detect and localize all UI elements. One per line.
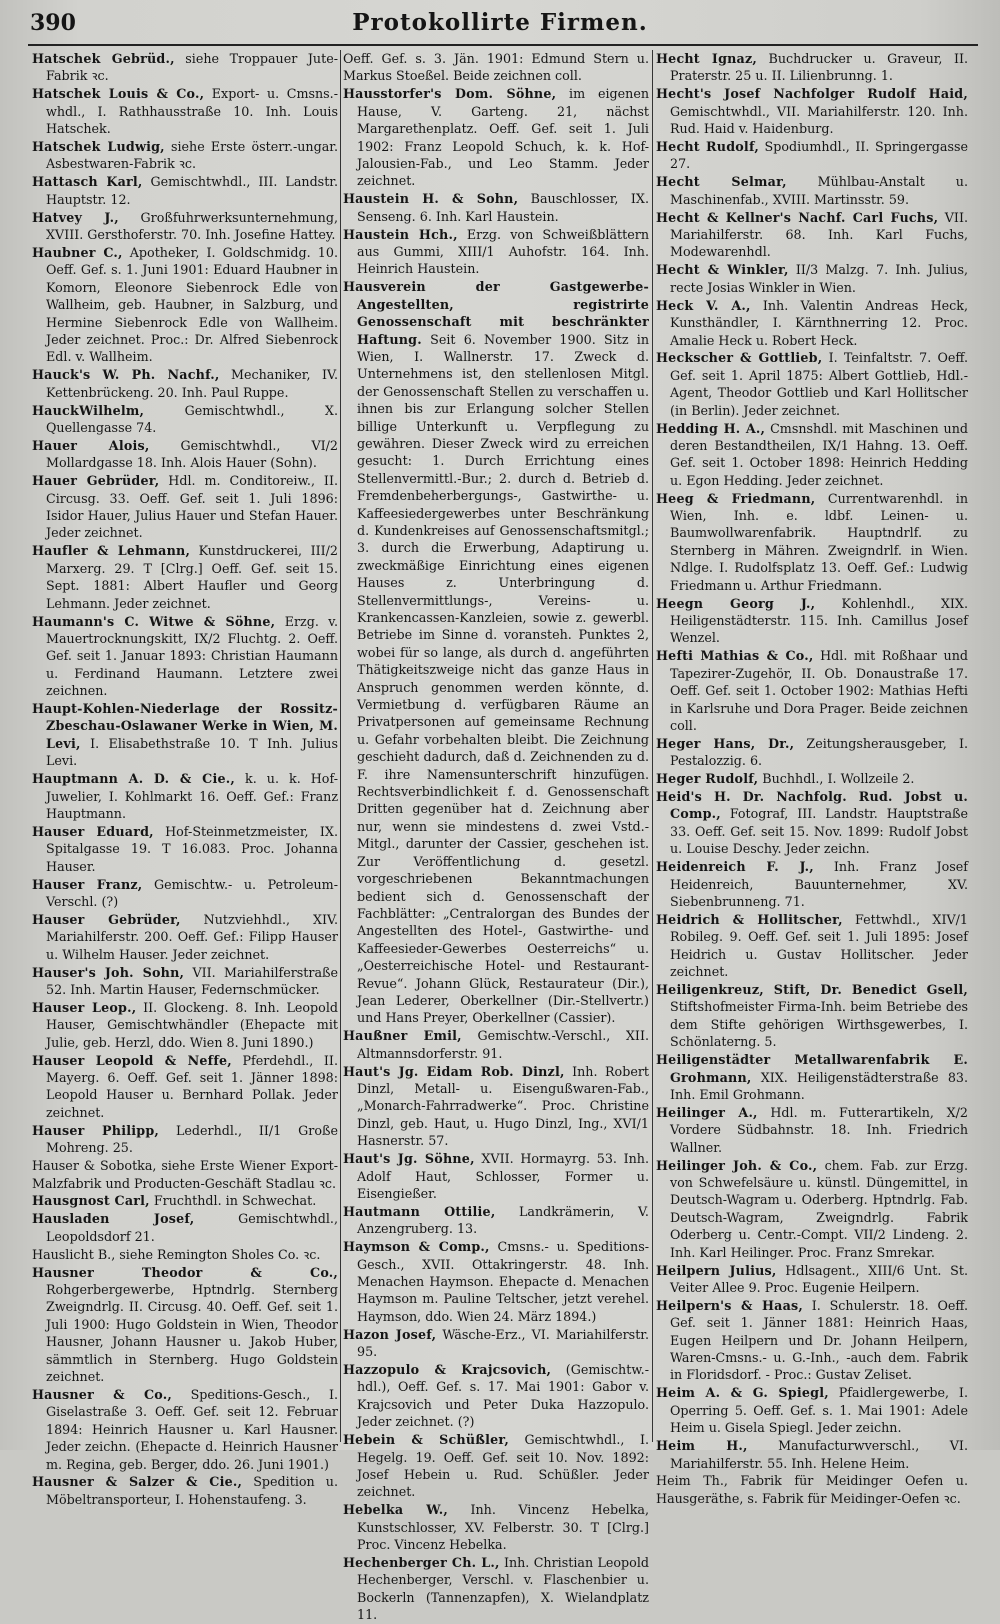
company-name: Heckscher & Gottlieb, bbox=[656, 350, 823, 366]
company-details: Speditions-Gesch., I. Giselastraße 3. Oeff. Gef. seit 12. Februar 1894: Heinrich Hausner u. Karl Hausner. Jeder zeichn. (Ehepacte d. Heinrich Hausner m. Regina, geb. Berger, ddo. 26. Juni 1901.) bbox=[46, 1386, 338, 1472]
company-name: Hauser Franz, bbox=[32, 876, 143, 892]
company-name: Haupt-Kohlen-Niederlage der Rossitz-Zbeschau-Oslawaner Werke in Wien, M. Levi, bbox=[32, 701, 338, 751]
company-name: Hauser Eduard, bbox=[32, 823, 154, 839]
company-details: Gemischtwhdl., III. Landstr. Hauptstr. 12. bbox=[46, 174, 338, 207]
company-name: Heim A. & G. Spiegl, bbox=[656, 1385, 829, 1401]
company-details: Hdl. m. Conditoreiw., II. Circusg. 33. Oeff. Gef. seit 1. Juli 1896: Isidor Hauer, Julius Hauer und Stefan Hauer. Jeder zeichnet. bbox=[46, 473, 338, 541]
company-details: Hdlsagent., XIII/6 Unt. St. Veiter Allee 9. Proc. Eugenie Heilpern. bbox=[670, 1262, 968, 1295]
company-details: VII. Mariahilferstraße 52. Inh. Martin Hauser, Federnschmücker. bbox=[46, 964, 338, 998]
company-details: Nutzviehhdl., XIV. Mariahilferstr. 200. Oeff. Gef.: Filipp Hauser u. Wilhelm Hauser. Jeder zeichnet. bbox=[46, 911, 338, 962]
company-name: Hausner & Salzer & Cie., bbox=[32, 1474, 243, 1490]
company-details: Inh. Valentin Andreas Heck, Kunsthändler, I. Kärnthnerring 12. Proc. Amalie Heck u. Robert Heck. bbox=[670, 297, 968, 348]
company-name: Heidrich & Hollitscher, bbox=[656, 911, 843, 927]
company-name: Hazzopulo & Krajcsovich, bbox=[343, 1361, 552, 1377]
company-entry bbox=[32, 1264, 338, 1386]
company-name: Hautmann Ottilie, bbox=[343, 1203, 496, 1219]
company-entry bbox=[32, 173, 338, 208]
company-entry bbox=[656, 770, 968, 787]
company-entry bbox=[656, 173, 968, 208]
company-entry bbox=[343, 1431, 649, 1501]
company-name: Hauer Gebrüder, bbox=[32, 473, 160, 489]
company-entry bbox=[656, 261, 968, 296]
company-name: Heilinger A., bbox=[656, 1104, 758, 1120]
company-name: Hauck's W. Ph. Nachf., bbox=[32, 367, 220, 383]
company-details: VII. Mariahilferstr. 68. Inh. Karl Fuchs, Modewarenhdl. bbox=[670, 209, 968, 260]
company-details: I. Elisabethstraße 10. T Inh. Julius Levi. bbox=[46, 735, 338, 769]
company-details: Buchhdl., I. Wollzeile 2. bbox=[762, 771, 915, 787]
header-rule bbox=[28, 44, 978, 46]
company-name: Haustein H. & Sohn, bbox=[343, 191, 519, 207]
company-entry bbox=[656, 1104, 968, 1156]
company-details: Export- u. Cmsns.-whdl., I. Rathhausstraße 10. Inh. Louis Hatschek. bbox=[46, 86, 338, 137]
company-name: Hauser Leopold & Neffe, bbox=[32, 1052, 232, 1068]
company-entry bbox=[32, 209, 338, 244]
company-name: Hauser Gebrüder, bbox=[32, 911, 181, 927]
company-name: Hatschek Gebrüd., bbox=[32, 51, 175, 66]
company-entry bbox=[32, 402, 338, 437]
company-details: Erzg. v. Mauertrocknungskitt, IX/2 Fluchtg. 2. Oeff. Gef. seit 1. Januar 1893: Christian Haumann u. Ferdinand Haumann. Letztere zwei zeichnen. bbox=[46, 613, 338, 699]
company-name: Heim H., bbox=[656, 1438, 748, 1454]
company-entry bbox=[32, 1246, 338, 1263]
company-entry bbox=[343, 1501, 649, 1553]
company-entry bbox=[32, 1386, 338, 1473]
company-entry bbox=[656, 1262, 968, 1297]
company-entry bbox=[32, 85, 338, 137]
company-details: Pfaidlergewerbe, I. Operring 5. Oeff. Gef. s. 1. Mai 1901: Adele Heim u. Gisela Spiegl. Jeder zeichn. bbox=[670, 1385, 968, 1436]
company-name: Haufler & Lehmann, bbox=[32, 543, 191, 559]
company-entry bbox=[32, 770, 338, 822]
company-name: Hatvey J., bbox=[32, 209, 119, 225]
company-entry bbox=[656, 647, 968, 734]
company-details: Hdl. m. Futterartikeln, X/2 Vordere Südbahnstr. 18. Inh. Friedrich Wallner. bbox=[670, 1104, 968, 1155]
company-details: Inh. Vincenz Hebelka, Kunstschlosser, XV. Felberstr. 30. T [Clrg.] Proc. Vincenz Hebelka. bbox=[357, 1502, 649, 1553]
company-entry bbox=[32, 999, 338, 1051]
company-details: XVII. Hormayrg. 53. Inh. Adolf Haut, Schlosser, Former u. Eisengießer. bbox=[357, 1151, 649, 1201]
company-name: Hauptmann A. D. & Cie., bbox=[32, 771, 235, 787]
company-entry bbox=[32, 542, 338, 612]
company-entry bbox=[32, 613, 338, 700]
company-entry bbox=[656, 595, 968, 647]
company-entry bbox=[656, 85, 968, 137]
company-name: HauckWilhelm, bbox=[32, 402, 145, 418]
company-entry bbox=[656, 1437, 968, 1472]
company-details: Stiftshofmeister Firma-Inh. beim Betriebe des dem Stifte gehörigen Wirthsgewerbes, I. Schönlaterng. 5. bbox=[670, 999, 968, 1050]
company-entry bbox=[656, 297, 968, 349]
company-details: XIX. Heiligenstädterstraße 83. Inh. Emil Grohmann. bbox=[670, 1069, 968, 1102]
company-entry bbox=[656, 138, 968, 173]
company-name: Haymson & Comp., bbox=[343, 1239, 490, 1255]
company-entry bbox=[343, 85, 649, 189]
company-name: Haut's Jg. Eidam Rob. Dinzl, bbox=[343, 1063, 565, 1079]
company-entry bbox=[656, 1157, 968, 1261]
company-details: II. Glockeng. 8. Inh. Leopold Hauser, Gemischtwhändler (Ehepacte mit Julie, geb. Herzl, ddo. Wien 8. Juni 1890.) bbox=[46, 999, 338, 1050]
company-details: siehe Erste österr.-ungar. Asbestwaren-Fabrik ꝛc. bbox=[46, 139, 338, 172]
company-entry bbox=[343, 1361, 649, 1431]
company-entry bbox=[656, 420, 968, 490]
company-entry bbox=[656, 1384, 968, 1436]
company-name: Hausner Theodor & Co., bbox=[32, 1264, 338, 1280]
company-entry bbox=[32, 472, 338, 542]
company-entry bbox=[343, 1554, 649, 1624]
company-details: Mechaniker, IV. Kettenbrückeng. 20. Inh. Paul Ruppe. bbox=[46, 367, 338, 400]
company-details: Rohgerbergewerbe, Hptndrlg. Sternberg Zweigndrlg. II. Circusg. 40. Oeff. Gef. seit 1. Juli 1900: Hugo Goldstein in Wien, Theodor Hausner, Johann Hausner u. Jakob Huber, sämmtlich in Sternberg. Hugo Goldstein zeichnet. bbox=[46, 1281, 338, 1384]
company-name: Hattasch Karl, bbox=[32, 174, 143, 190]
company-details: Landkrämerin, V. Anzengruberg. 13. bbox=[357, 1203, 649, 1237]
company-entry bbox=[656, 1051, 968, 1103]
company-details: Inh. Robert Dinzl, Metall- u. Eisengußwaren-Fab., „Monarch-Fahrradwerke“. Proc. Christine Dinzl, geb. Haut, u. Hugo Dinzl, Ing., XVI/1 Hasnerstr. 57. bbox=[357, 1063, 649, 1149]
company-name: Hecht Selmar, bbox=[656, 174, 787, 190]
column-left bbox=[32, 50, 338, 1507]
column-divider bbox=[652, 50, 653, 1442]
company-name: Hauser's Joh. Sohn, bbox=[32, 964, 185, 980]
company-entry bbox=[656, 490, 968, 594]
company-details: Hauslicht B., siehe Remington Sholes Co. ꝛc. bbox=[32, 1246, 321, 1262]
company-name: Hecht's Josef Nachfolger Rudolf Haid, bbox=[656, 86, 968, 102]
company-name: Hausgnost Carl, bbox=[32, 1193, 150, 1209]
page-title: Protokollirte Firmen. bbox=[352, 9, 648, 36]
company-entry bbox=[343, 190, 649, 225]
company-details: Mühlbau-Anstalt u. Maschinenfab., XVIII. Martinsstr. 59. bbox=[670, 174, 968, 207]
company-entry bbox=[32, 700, 338, 770]
company-name: Heeg & Friedmann, bbox=[656, 490, 816, 506]
company-details: Lederhdl., II/1 Große Mohreng. 25. bbox=[46, 1122, 338, 1156]
company-entry bbox=[32, 1122, 338, 1157]
company-details: Buchdrucker u. Graveur, II. Praterstr. 25 u. II. Lilienbrunng. 1. bbox=[670, 51, 969, 84]
company-entry bbox=[656, 209, 968, 261]
company-name: Hauser Leop., bbox=[32, 999, 137, 1015]
company-entry bbox=[656, 349, 968, 419]
company-name: Haustein Hch., bbox=[343, 226, 458, 242]
company-name: Heilpern Julius, bbox=[656, 1262, 777, 1278]
company-entry bbox=[656, 981, 968, 1051]
company-name: Hatschek Ludwig, bbox=[32, 139, 165, 155]
company-name: Heidenreich F. J., bbox=[656, 859, 814, 875]
company-entry bbox=[656, 1297, 968, 1384]
company-details: (Gemischtw.-hdl.), Oeff. Gef. s. 17. Mai 1901: Gabor v. Krajcsovich und Peter Duka Hazzopulo. Jeder zeichnet. (?) bbox=[357, 1361, 649, 1430]
company-name: Hechenberger Ch. L., bbox=[343, 1554, 500, 1570]
company-entry bbox=[32, 823, 338, 875]
company-details: k. u. k. Hof-Juwelier, I. Kohlmarkt 16. Oeff. Gef.: Franz Hauptmann. bbox=[46, 771, 338, 821]
company-name: Hazon Josef, bbox=[343, 1326, 437, 1342]
company-entry bbox=[656, 911, 968, 981]
company-name: Haußner Emil, bbox=[343, 1028, 462, 1044]
company-details: Gemischtwhdl., VI/2 Mollardgasse 18. Inh. Alois Hauer (Sohn). bbox=[46, 437, 338, 471]
company-details: Kohlenhdl., XIX. Heiligenstädterstr. 115. Inh. Camillus Josef Wenzel. bbox=[670, 595, 968, 646]
company-name: Hausladen Josef, bbox=[32, 1211, 195, 1227]
company-entry bbox=[343, 1326, 649, 1361]
company-details: Gemischtw.-Verschl., XII. Altmannsdorferstr. 91. bbox=[357, 1028, 649, 1061]
company-name: Hatschek Louis & Co., bbox=[32, 86, 205, 102]
company-details: Spodiumhdl., II. Springergasse 27. bbox=[670, 139, 968, 172]
company-name: Heiligenstädter Metallwarenfabrik E. Grohmann, bbox=[656, 1052, 968, 1085]
company-details: Gemischtwhdl., I. Hegelg. 19. Oeff. Gef. seit 10. Nov. 1892: Josef Hebein u. Rud. Schüßler. Jeder zeichnet. bbox=[357, 1432, 649, 1500]
company-details: im eigenen Hause, V. Garteng. 21, nächst Margarethenplatz. Oeff. Gef. seit 1. Juli 1902: Franz Leopold Schuch, k. k. Hof-Jalousien-Fab., und Leo Stamm. Jeder zeichnet. bbox=[357, 86, 649, 189]
company-details: Seit 6. November 1900. Sitz in Wien, I. Wallnerstr. 17. Zweck d. Unternehmens ist, den stellenlosen Mitgl. der Genossenschaft Stellen zu verschaffen u. ihnen bis zur Erlangung solcher Stellen billige Unterkunft u. Verpflegung zu gewähren. Dieser Zweck wird zu erreichen gesucht: 1. Durch Errichtung eines Stellenvermittl.-Bur.; 2. durch d. Betrieb d. Fremdenbeherbergungs-, Gastwirthe- u. Kaffeesiedergewerbes unter Beschränkung d. Kundenkreises auf Genossenschaftsmitgl.; 3. durch die Erwerbung, Adaptirung u. zweckmäßige Einrichtung eines eigenen Hauses z. Unterbringung d. Stellenvermittlungs-, Vereins- u. Krankencassen-Kanzleien, sowie z. gewerbl. Betriebe im Sinne d. voransteh. Punktes 2, wobei für so lange, als durch d. angeführten Thätigkeitszweige nicht das ganze Haus in Anspruch genommen werden könnte, d. Vermietbung d. verfügbaren Räume an Privatpersonen auf gemeinsame Rechnung u. Gefahr vorbehalten bleibt. Die Zeichnung geschieht dadurch, daß d. Zeichnenden zu d. F. ihre Namensunterschrift hinzufügen. Rechtsverbindlichkeit f. d. Genossenschaft Dritten gegenüber hat d. Zeichnung aber nur, wenn sie mindestens d. zwei Vstd.-Mitgl., darunter der Cassier, geschehen ist. Zur Veröffentlichung d. gesetzl. vorgeschriebenen Bekanntmachungen bedient sich d. Genossenschaft der Fachblätter: „Centralorgan des Bundes der Angestellten des Hotel-, Gastwirthe- und Kaffeesieder-Gewerbes Oesterreichs“ u. „Oesterreichische Hotel- und Restaurant-Revue“. Johann Glück, Restaurateur (Dir.), Jean Lederer, Oberkellner (Dir.-Stellvertr.) und Hans Preyer, Oberkellner (Cassier). bbox=[357, 331, 649, 1026]
company-details: Wäsche-Erz., VI. Mariahilferstr. 95. bbox=[357, 1326, 649, 1360]
company-entry bbox=[32, 1473, 338, 1508]
company-name: Hebelka W., bbox=[343, 1502, 448, 1518]
company-details: Gemischtw.- u. Petroleum-Verschl. (?) bbox=[46, 876, 338, 909]
company-details: Hauser & Sobotka, siehe Erste Wiener Export-Malzfabrik und Producten-Geschäft Stadlau ꝛc. bbox=[32, 1158, 338, 1191]
company-entry bbox=[656, 1472, 968, 1507]
company-name: Hauer Alois, bbox=[32, 437, 150, 453]
company-name: Hausstorfer's Dom. Söhne, bbox=[343, 86, 557, 102]
company-details: Gemischtwhdl., VII. Mariahilferstr. 120. Inh. Rud. Haid v. Haidenburg. bbox=[670, 103, 968, 137]
company-entry bbox=[32, 1157, 338, 1192]
company-entry bbox=[32, 1210, 338, 1245]
company-details: Fettwhdl., XIV/1 Robileg. 9. Oeff. Gef. seit 1. Juli 1895: Josef Heidrich u. Gustav Hollitscher. Jeder zeichnet. bbox=[670, 911, 968, 980]
company-details: Bauschlosser, IX. Senseng. 6. Inh. Karl Haustein. bbox=[357, 191, 649, 224]
company-name: Heilinger Joh. & Co., bbox=[656, 1157, 818, 1173]
company-entry bbox=[32, 964, 338, 999]
column-middle bbox=[343, 50, 649, 1623]
company-entry bbox=[656, 788, 968, 858]
company-details: Inh. Franz Josef Heidenreich, Bauunternehmer, XV. Siebenbrunneng. 71. bbox=[670, 859, 968, 909]
company-entry bbox=[32, 437, 338, 472]
company-entry bbox=[32, 1052, 338, 1122]
company-details: siehe Troppauer Jute-Fabrik ꝛc. bbox=[46, 51, 338, 84]
company-details: Inh. Christian Leopold Hechenberger, Verschl. v. Flaschenbier u. Bockerln (Tannenzapfen), X. Wielandplatz 11. bbox=[357, 1554, 649, 1623]
company-entry bbox=[343, 226, 649, 278]
company-entry bbox=[32, 911, 338, 963]
company-entry bbox=[656, 858, 968, 910]
company-name: Heger Rudolf, bbox=[656, 771, 759, 787]
company-entry bbox=[343, 278, 649, 1026]
company-name: Heger Hans, Dr., bbox=[656, 735, 795, 751]
company-details: Cmsnshdl. mit Maschinen und deren Bestandtheilen, IX/1 Hahng. 13. Oeff. Gef. seit 1. October 1898: Heinrich Hedding u. Egon Hedding. Jeder zeichnet. bbox=[670, 420, 968, 488]
company-entry bbox=[32, 366, 338, 401]
company-details: Großfuhrwerksunternehmung, XVIII. Gersthoferstr. 70. Inh. Josefine Hattey. bbox=[46, 209, 338, 243]
company-details: Fotograf, III. Landstr. Hauptstraße 33. Oeff. Gef. seit 15. Nov. 1899: Rudolf Jobst u. Louise Deschy. Jeder zeichn. bbox=[670, 806, 968, 857]
company-name: Hecht Ignaz, bbox=[656, 51, 758, 66]
company-name: Hebein & Schüßler, bbox=[343, 1432, 509, 1448]
column-divider bbox=[340, 50, 341, 1442]
company-entry bbox=[343, 1150, 649, 1202]
company-details: Oeff. Gef. s. 3. Jän. 1901: Edmund Stern u. Markus Stoeßel. Beide zeichnen coll. bbox=[343, 51, 649, 84]
company-name: Hausverein der Gastgewerbe-Angestellten, registrirte Genossenschaft mit beschränkter Haftung. bbox=[343, 279, 649, 347]
company-entry bbox=[343, 1238, 649, 1325]
column-right bbox=[656, 50, 969, 1506]
page-number: 390 bbox=[30, 10, 76, 36]
company-entry bbox=[343, 1063, 649, 1150]
company-details: Manufacturwverschl., VI. Mariahilferstr. 55. Inh. Helene Heim. bbox=[670, 1438, 968, 1471]
company-name: Hefti Mathias & Co., bbox=[656, 648, 814, 664]
company-name: Haumann's C. Witwe & Söhne, bbox=[32, 613, 276, 629]
company-name: Heid's H. Dr. Nachfolg. Rud. Jobst u. Comp., bbox=[656, 789, 968, 822]
company-name: Hecht & Winkler, bbox=[656, 262, 789, 278]
company-details: Apotheker, I. Goldschmidg. 10. Oeff. Gef. s. 1. Juni 1901: Eduard Haubner in Komorn, Eleonore Siebenrock Edle von Wallheim, geb. Haubner, in Salzburg, und Hermine Siebenrock Edle von Wallheim. Jeder zeichnet. Proc.: Dr. Alfred Siebenrock Edl. v. Wallheim. bbox=[46, 244, 338, 365]
company-entry bbox=[656, 50, 968, 85]
company-details: Hdl. mit Roßhaar und Tapezirer-Zugehör, II. Ob. Donaustraße 17. Oeff. Gef. seit 1. October 1902: Mathias Hefti in Karlsruhe und Dora Prager. Beide zeichnen coll. bbox=[670, 648, 969, 733]
company-details: chem. Fab. zur Erzg. von Schwefelsäure u. künstl. Düngemittel, in Deutsch-Wagram u. Oderberg. Hptndrlg. Fab. Deutsch-Wagram, Zweigndrlg. Fabrik Oderberg u. Centr.-Compt. VII/2 Lindeng. 2. Inh. Karl Heilinger. Proc. Franz Smrekar. bbox=[670, 1157, 968, 1260]
company-name: Hecht Rudolf, bbox=[656, 139, 759, 155]
company-details: Pferdehdl., II. Mayerg. 6. Oeff. Gef. seit 1. Jänner 1898: Leopold Hauser u. Bernhard Pollak. Jeder zeichnet. bbox=[46, 1052, 338, 1120]
company-entry bbox=[32, 50, 338, 85]
company-name: Hausner & Co., bbox=[32, 1386, 172, 1402]
company-entry bbox=[656, 735, 968, 770]
company-entry bbox=[32, 876, 338, 911]
company-details: I. Schulerstr. 18. Oeff. Gef. seit 1. Jänner 1881: Heinrich Haas, Eugen Heilpern und Dr. Johann Heilpern, Waren-Cmsns.- u. G.-Inh., -auch dem. Fabrik in Floridsdorf. - Proc.: Gustav Zeliset. bbox=[670, 1297, 968, 1383]
company-details: Gemischtwhdl., X. Quellengasse 74. bbox=[46, 402, 338, 436]
company-name: Heck V. A., bbox=[656, 297, 751, 313]
company-entry bbox=[32, 1192, 338, 1209]
company-name: Hecht & Kellner's Nachf. Carl Fuchs, bbox=[656, 209, 939, 225]
company-entry bbox=[32, 138, 338, 173]
company-details: Gemischtwhdl., Leopoldsdorf 21. bbox=[46, 1211, 338, 1244]
company-details: I. Teinfaltstr. 7. Oeff. Gef. seit 1. April 1875: Albert Gottlieb, Hdl.-Agent, Theodor Gottlieb und Karl Hollitscher (in Berlin). Jeder zeichnet. bbox=[670, 350, 968, 418]
company-details: Heim Th., Fabrik für Meidinger Oefen u. Hausgeräthe, s. Fabrik für Meidinger-Oefen ꝛc. bbox=[656, 1473, 968, 1506]
company-entry bbox=[343, 50, 649, 85]
company-name: Haut's Jg. Söhne, bbox=[343, 1151, 475, 1167]
company-entry bbox=[343, 1203, 649, 1238]
company-details: II/3 Malzg. 7. Inh. Julius, recte Josias Winkler in Wien. bbox=[670, 262, 968, 295]
company-entry bbox=[343, 1027, 649, 1062]
company-details: Kunstdruckerei, III/2 Marxerg. 29. T [Clrg.] Oeff. Gef. seit 15. Sept. 1881: Albert Haufler und Georg Lehmann. Jeder zeichnet. bbox=[46, 543, 338, 611]
company-entry bbox=[32, 244, 338, 366]
company-name: Heilpern's & Haas, bbox=[656, 1297, 803, 1313]
company-name: Hedding H. A., bbox=[656, 420, 766, 436]
company-details: Hof-Steinmetzmeister, IX. Spitalgasse 19. T 16.083. Proc. Johanna Hauser. bbox=[46, 823, 338, 874]
company-details: Fruchthdl. in Schwechat. bbox=[153, 1193, 317, 1209]
company-details: Currentwarenhdl. in Wien, Inh. e. ldbf. Leinen- u. Baumwollwarenfabrik. Hauptndrlf. zu Sternberg in Mähren. Zweigndrlf. in Wien. Ndlge. I. Rudolfsplatz 13. Oeff. Gef.: Ludwig Friedmann u. Arthur Friedmann. bbox=[670, 490, 968, 593]
company-name: Hauser Philipp, bbox=[32, 1122, 160, 1138]
company-details: Zeitungsherausgeber, I. Pestalozzig. 6. bbox=[670, 735, 968, 769]
company-name: Heegn Georg J., bbox=[656, 595, 816, 611]
company-details: Spedition u. Möbeltransporteur, I. Hohenstaufeng. 3. bbox=[46, 1474, 338, 1507]
company-name: Haubner C., bbox=[32, 244, 123, 260]
company-details: Cmsns.- u. Speditions-Gesch., XVII. Ottakringerstr. 48. Inh. Menachen Haymson. Ehepacte d. Menachen Haymson m. Pauline Teltscher, jetzt verehel. Haymson, ddo. Wien 24. März 1894.) bbox=[357, 1239, 649, 1324]
company-details: Erzg. von Schweißblättern aus Gummi, XIII/1 Auhofstr. 164. Inh. Heinrich Haustein. bbox=[357, 226, 649, 277]
company-name: Heiligenkreuz, Stift, Dr. Benedict Gsell, bbox=[656, 982, 968, 998]
